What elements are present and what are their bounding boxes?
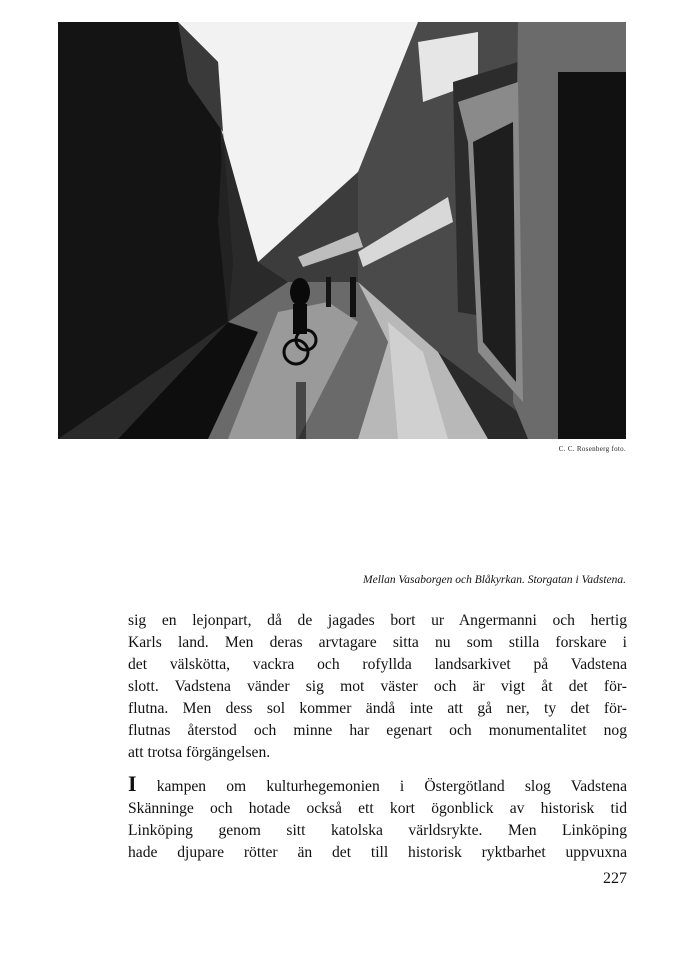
text-line <box>128 771 627 798</box>
page-number: 227 <box>603 870 627 887</box>
text-line: att trotsa förgängelsen. <box>128 744 271 761</box>
text-line: flutnas återstod och minne har egenart och monumentalitet nog <box>128 722 627 739</box>
street-photograph <box>58 22 626 439</box>
text-line: sig en lejonpart, då de jagades bort ur Angermanni och hertig <box>128 612 627 629</box>
text-line: hade djupare rötter än det till historisk ryktbarhet uppvuxna <box>128 844 627 861</box>
text-line-rest: kampen om kulturhegemonien i Östergötland slog Vadstena <box>136 778 627 795</box>
street-photo-drawing <box>58 22 626 439</box>
body-paragraph-2 <box>128 771 627 864</box>
initial-letter: I <box>128 771 137 796</box>
text-line: slott. Vadstena vänder sig mot väster och är vigt åt det för- <box>128 678 627 695</box>
text-line: flutna. Men dess sol kommer ändå inte att gå ner, ty det för- <box>128 700 627 717</box>
body-paragraph-1 <box>128 610 627 764</box>
photo-caption: Mellan Vasaborgen och Blåkyrkan. Storgatan i Vadstena. <box>363 574 626 586</box>
text-line: Skänninge och hotade också ett kort ögonblick av historisk tid <box>128 800 627 817</box>
text-line: det välskötta, vackra och rofyllda landsarkivet på Vadstena <box>128 656 627 673</box>
text-line: Linköping genom sitt katolska världsrykte. Men Linköping <box>128 822 627 839</box>
text-line: Karls land. Men deras arvtagare sitta nu som stilla forskare i <box>128 634 627 651</box>
photo-credit: C. C. Rosenberg foto. <box>558 445 626 453</box>
